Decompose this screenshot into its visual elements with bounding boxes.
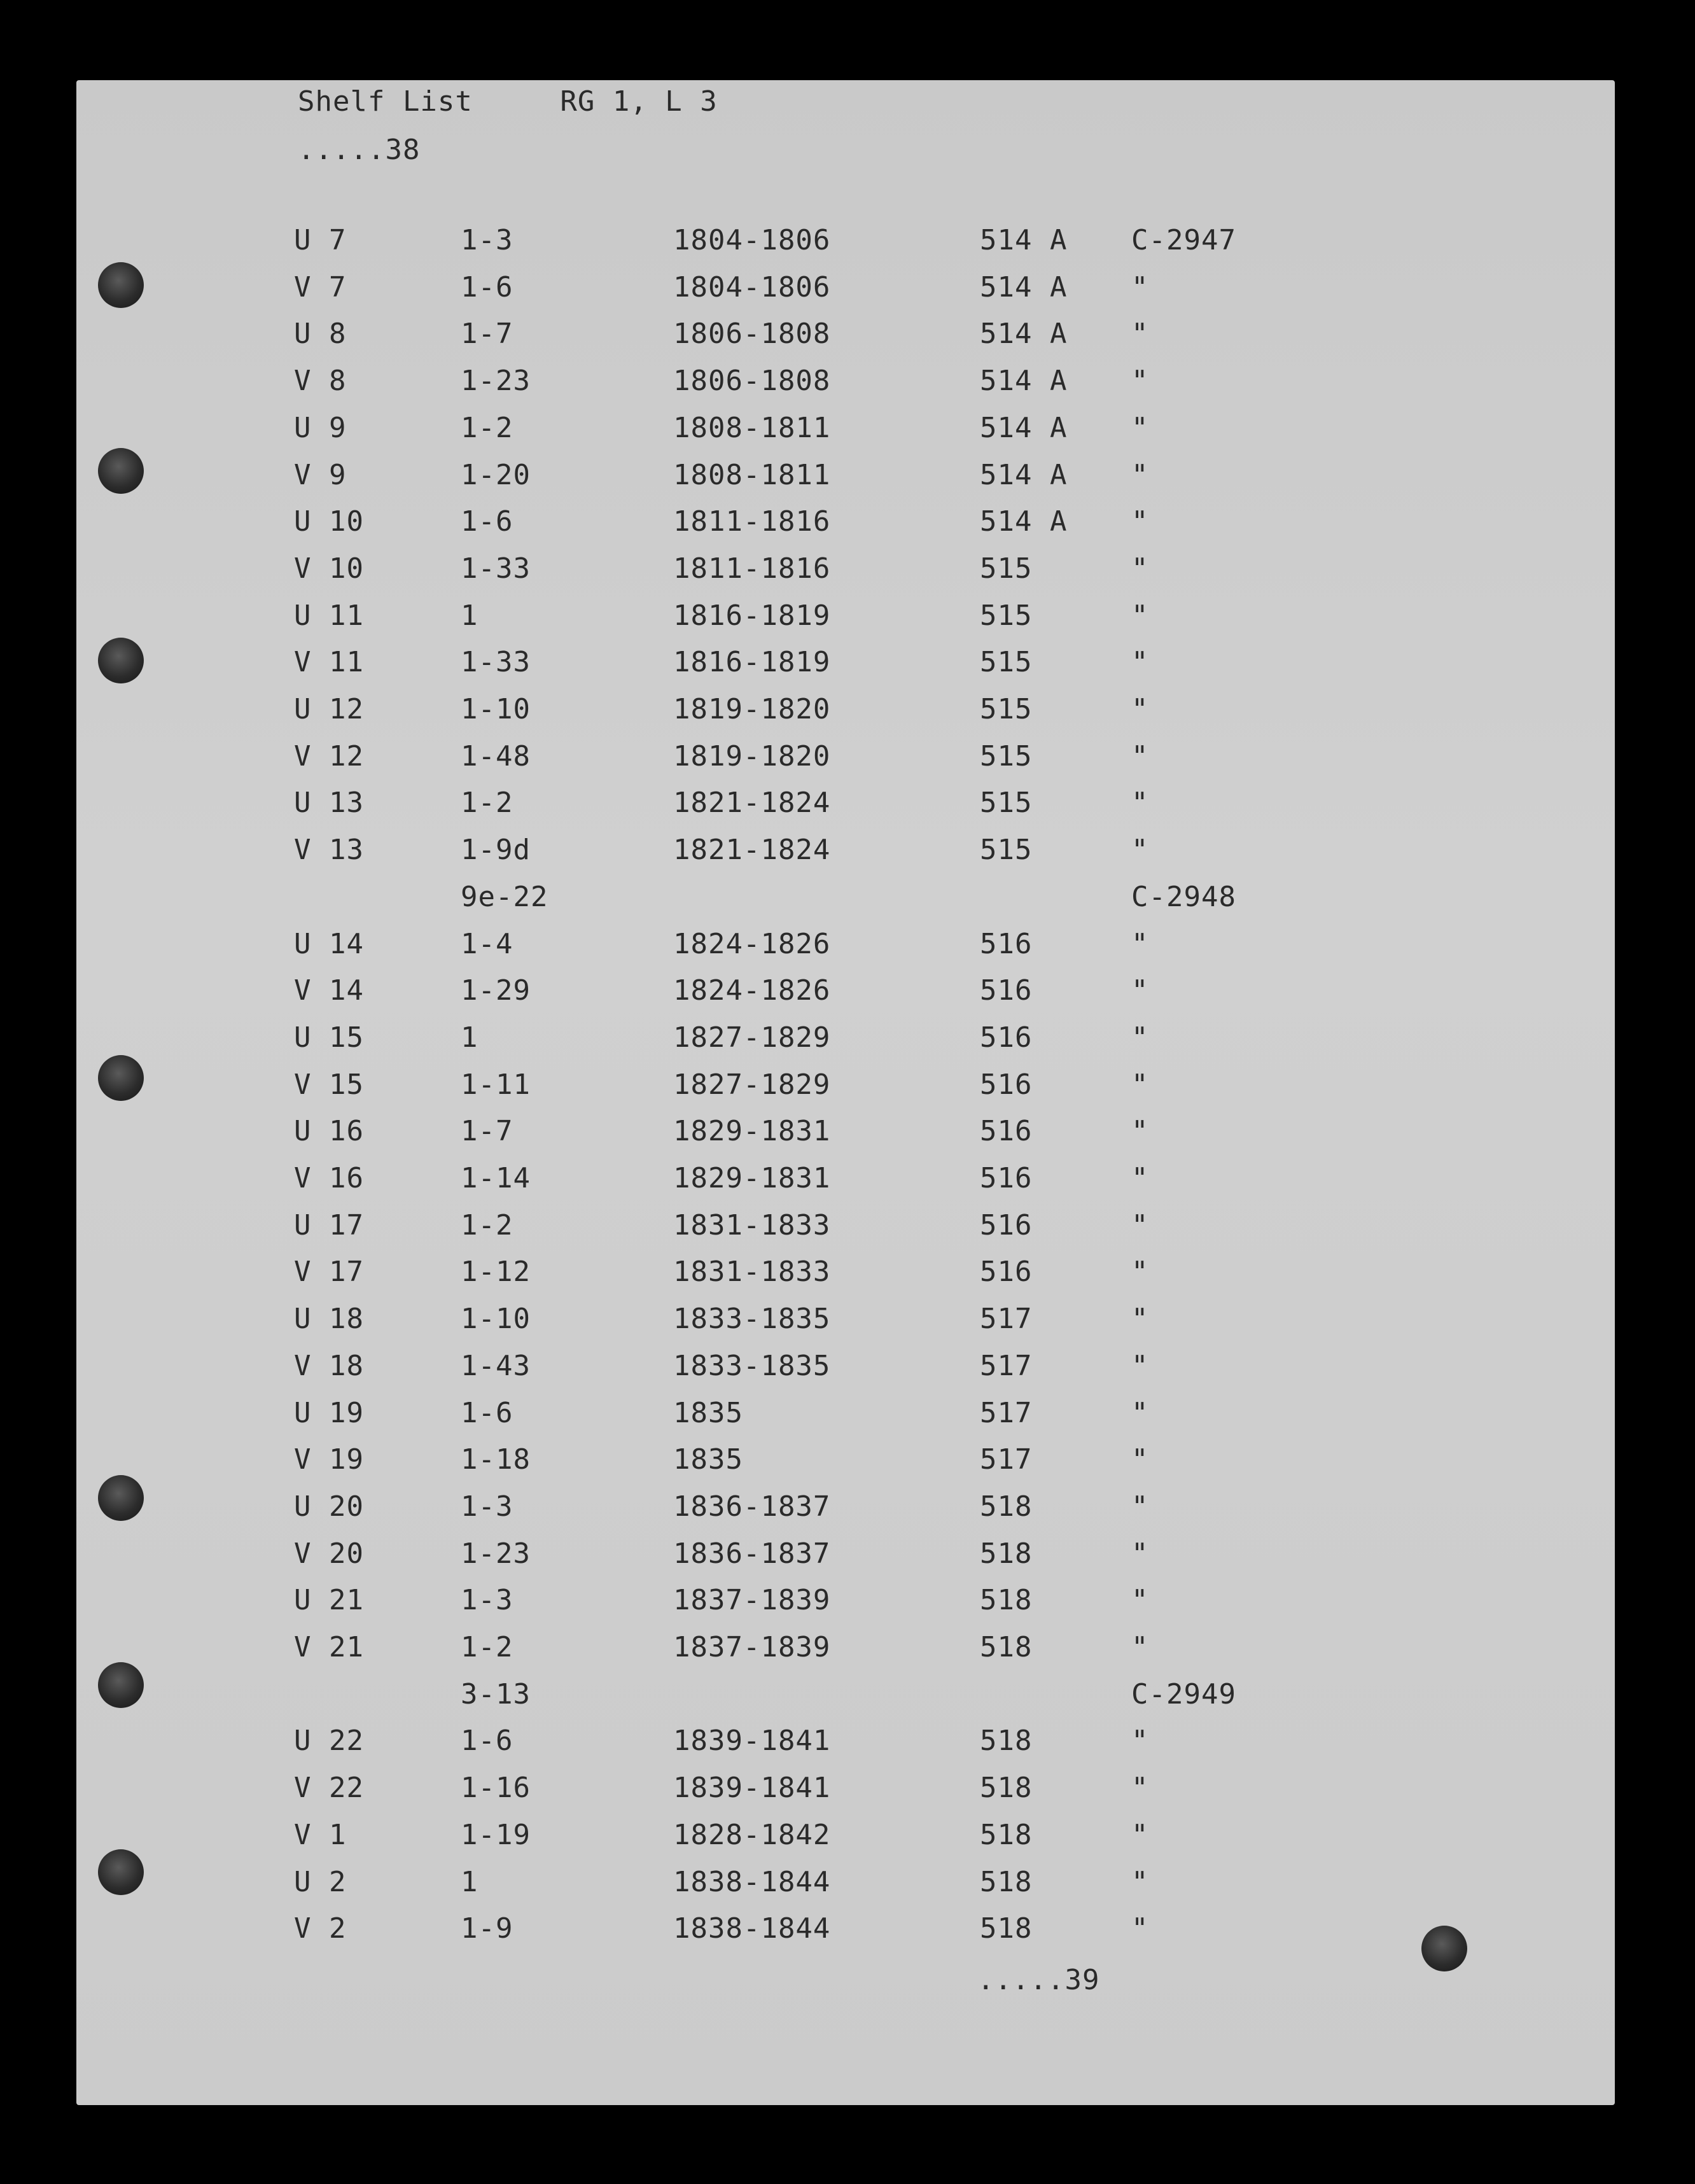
range-cell: 1-6 xyxy=(461,1725,513,1758)
box-cell: 518 xyxy=(980,1772,1033,1805)
volume-cell: V 14 xyxy=(294,974,364,1007)
volume-cell: V 12 xyxy=(294,739,364,773)
volume-cell: U 19 xyxy=(294,1396,364,1429)
range-cell: 1-43 xyxy=(461,1349,531,1382)
code-cell: " xyxy=(1131,599,1149,632)
volume-cell: V 9 xyxy=(294,458,347,491)
code-cell: " xyxy=(1131,1725,1149,1758)
range-cell: 1-6 xyxy=(461,505,513,538)
code-cell: " xyxy=(1131,1256,1149,1289)
years-cell: 1839-1841 xyxy=(673,1772,831,1805)
range-cell: 1-6 xyxy=(461,1396,513,1429)
code-cell: " xyxy=(1131,1443,1149,1476)
range-cell: 1 xyxy=(461,1021,478,1054)
volume-cell: U 20 xyxy=(294,1490,364,1523)
code-cell: " xyxy=(1131,1021,1149,1054)
box-cell: 515 xyxy=(980,693,1033,725)
box-cell: 516 xyxy=(980,1115,1033,1148)
volume-cell: U 13 xyxy=(294,787,364,820)
years-cell: 1808-1811 xyxy=(673,411,831,444)
code-cell: " xyxy=(1131,1912,1149,1945)
range-cell: 1-29 xyxy=(461,974,531,1007)
code-cell: " xyxy=(1131,1068,1149,1101)
volume-cell: U 7 xyxy=(294,224,347,256)
range-cell: 9e-22 xyxy=(461,880,548,913)
years-cell: 1837-1839 xyxy=(673,1584,831,1617)
box-cell: 516 xyxy=(980,1162,1033,1194)
years-cell: 1816-1819 xyxy=(673,599,831,632)
volume-cell: V 22 xyxy=(294,1772,364,1805)
range-cell: 1 xyxy=(461,599,478,632)
years-cell: 1804-1806 xyxy=(673,270,831,304)
volume-cell: V 16 xyxy=(294,1162,364,1194)
range-cell: 1-2 xyxy=(461,411,513,444)
years-cell: 1806-1808 xyxy=(673,365,831,398)
code-cell: " xyxy=(1131,1537,1149,1570)
range-cell: 1-23 xyxy=(461,1537,531,1570)
range-cell: 1-14 xyxy=(461,1162,531,1194)
code-cell: " xyxy=(1131,927,1149,960)
box-cell: 515 xyxy=(980,834,1033,867)
box-cell: 518 xyxy=(980,1725,1033,1758)
volume-cell: V 13 xyxy=(294,834,364,867)
years-cell: 1833-1835 xyxy=(673,1349,831,1382)
box-cell: 514 A xyxy=(980,365,1068,398)
range-cell: 1 xyxy=(461,1865,478,1898)
years-cell: 1811-1816 xyxy=(673,552,831,585)
code-cell: " xyxy=(1131,1818,1149,1851)
code-cell: " xyxy=(1131,552,1149,585)
years-cell: 1838-1844 xyxy=(673,1865,831,1898)
code-cell: " xyxy=(1131,1303,1149,1336)
years-cell: 1829-1831 xyxy=(673,1115,831,1148)
years-cell: 1828-1842 xyxy=(673,1818,831,1851)
code-cell: " xyxy=(1131,787,1149,820)
years-cell: 1836-1837 xyxy=(673,1537,831,1570)
years-cell: 1808-1811 xyxy=(673,458,831,491)
range-cell: 1-48 xyxy=(461,739,531,773)
code-cell: " xyxy=(1131,270,1149,304)
years-cell: 1824-1826 xyxy=(673,974,831,1007)
range-cell: 1-4 xyxy=(461,927,513,960)
box-cell: 518 xyxy=(980,1537,1033,1570)
volume-cell: U 11 xyxy=(294,599,364,632)
years-cell: 1837-1839 xyxy=(673,1631,831,1663)
box-cell: 516 xyxy=(980,927,1033,960)
range-cell: 1-10 xyxy=(461,1303,531,1336)
box-cell: 514 A xyxy=(980,458,1068,491)
range-cell: 1-6 xyxy=(461,270,513,304)
range-cell: 1-20 xyxy=(461,458,531,491)
years-cell: 1838-1844 xyxy=(673,1912,831,1945)
box-cell: 516 xyxy=(980,1256,1033,1289)
years-cell: 1806-1808 xyxy=(673,318,831,351)
code-cell: " xyxy=(1131,1865,1149,1898)
code-cell: " xyxy=(1131,411,1149,444)
range-cell: 3-13 xyxy=(461,1677,531,1711)
years-cell: 1833-1835 xyxy=(673,1303,831,1336)
box-cell: 518 xyxy=(980,1490,1033,1523)
code-cell: " xyxy=(1131,1772,1149,1805)
box-cell: 516 xyxy=(980,1208,1033,1242)
box-cell: 515 xyxy=(980,787,1033,820)
volume-cell: V 18 xyxy=(294,1349,364,1382)
code-cell: " xyxy=(1131,505,1149,538)
range-cell: 1-3 xyxy=(461,1584,513,1617)
volume-cell: U 2 xyxy=(294,1865,347,1898)
years-cell: 1831-1833 xyxy=(673,1256,831,1289)
range-cell: 1-19 xyxy=(461,1818,531,1851)
range-cell: 1-23 xyxy=(461,365,531,398)
years-cell: 1819-1820 xyxy=(673,739,831,773)
range-cell: 1-33 xyxy=(461,646,531,679)
range-cell: 1-12 xyxy=(461,1256,531,1289)
range-cell: 1-33 xyxy=(461,552,531,585)
range-cell: 1-3 xyxy=(461,1490,513,1523)
box-cell: 515 xyxy=(980,646,1033,679)
volume-cell: V 11 xyxy=(294,646,364,679)
box-cell: 516 xyxy=(980,1021,1033,1054)
volume-cell: U 16 xyxy=(294,1115,364,1148)
volume-cell: U 10 xyxy=(294,505,364,538)
range-cell: 1-2 xyxy=(461,787,513,820)
code-cell: " xyxy=(1131,1584,1149,1617)
years-cell: 1821-1824 xyxy=(673,787,831,820)
box-cell: 518 xyxy=(980,1631,1033,1663)
range-cell: 1-2 xyxy=(461,1631,513,1663)
box-cell: 517 xyxy=(980,1443,1033,1476)
range-cell: 1-7 xyxy=(461,1115,513,1148)
volume-cell: U 17 xyxy=(294,1208,364,1242)
box-cell: 518 xyxy=(980,1818,1033,1851)
volume-cell: U 15 xyxy=(294,1021,364,1054)
box-cell: 517 xyxy=(980,1396,1033,1429)
volume-cell: V 20 xyxy=(294,1537,364,1570)
code-cell: " xyxy=(1131,1115,1149,1148)
volume-cell: U 14 xyxy=(294,927,364,960)
box-cell: 514 A xyxy=(980,224,1068,256)
years-cell: 1804-1806 xyxy=(673,224,831,256)
code-cell: " xyxy=(1131,693,1149,725)
years-cell: 1835 xyxy=(673,1396,743,1429)
code-cell: " xyxy=(1131,1162,1149,1194)
box-cell: 514 A xyxy=(980,270,1068,304)
range-cell: 1-3 xyxy=(461,224,513,256)
code-cell: " xyxy=(1131,834,1149,867)
code-cell: " xyxy=(1131,318,1149,351)
years-cell: 1831-1833 xyxy=(673,1208,831,1242)
years-cell: 1839-1841 xyxy=(673,1725,831,1758)
years-cell: 1824-1826 xyxy=(673,927,831,960)
box-cell: 516 xyxy=(980,974,1033,1007)
volume-cell: V 10 xyxy=(294,552,364,585)
box-cell: 517 xyxy=(980,1349,1033,1382)
volume-cell: U 22 xyxy=(294,1725,364,1758)
box-cell: 514 A xyxy=(980,318,1068,351)
years-cell: 1819-1820 xyxy=(673,693,831,725)
years-cell: 1821-1824 xyxy=(673,834,831,867)
code-cell: " xyxy=(1131,974,1149,1007)
range-cell: 1-18 xyxy=(461,1443,531,1476)
code-cell: C-2949 xyxy=(1131,1677,1236,1711)
volume-cell: V 7 xyxy=(294,270,347,304)
years-cell: 1835 xyxy=(673,1443,743,1476)
box-cell: 515 xyxy=(980,599,1033,632)
years-cell: 1827-1829 xyxy=(673,1021,831,1054)
volume-cell: V 8 xyxy=(294,365,347,398)
box-cell: 515 xyxy=(980,552,1033,585)
box-cell: 518 xyxy=(980,1865,1033,1898)
header-record-group: RG 1, L 3 xyxy=(560,85,718,118)
box-cell: 518 xyxy=(980,1912,1033,1945)
code-cell: C-2948 xyxy=(1131,880,1236,913)
code-cell: " xyxy=(1131,1631,1149,1663)
code-cell: " xyxy=(1131,1490,1149,1523)
box-cell: 514 A xyxy=(980,411,1068,444)
code-cell: " xyxy=(1131,1208,1149,1242)
volume-cell: U 21 xyxy=(294,1584,364,1617)
code-cell: " xyxy=(1131,739,1149,773)
volume-cell: V 2 xyxy=(294,1912,347,1945)
range-cell: 1-7 xyxy=(461,318,513,351)
volume-cell: V 15 xyxy=(294,1068,364,1101)
years-cell: 1827-1829 xyxy=(673,1068,831,1101)
volume-cell: V 21 xyxy=(294,1631,364,1663)
years-cell: 1811-1816 xyxy=(673,505,831,538)
box-cell: 518 xyxy=(980,1584,1033,1617)
volume-cell: V 1 xyxy=(294,1818,347,1851)
box-cell: 514 A xyxy=(980,505,1068,538)
years-cell: 1816-1819 xyxy=(673,646,831,679)
code-cell: C-2947 xyxy=(1131,224,1236,256)
code-cell: " xyxy=(1131,1396,1149,1429)
code-cell: " xyxy=(1131,1349,1149,1382)
next-page-reference: .....39 xyxy=(977,1964,1100,1996)
volume-cell: U 12 xyxy=(294,693,364,725)
box-cell: 515 xyxy=(980,739,1033,773)
range-cell: 1-9 xyxy=(461,1912,513,1945)
volume-cell: V 19 xyxy=(294,1443,364,1476)
years-cell: 1829-1831 xyxy=(673,1162,831,1194)
range-cell: 1-10 xyxy=(461,693,531,725)
previous-page-reference: .....38 xyxy=(298,134,421,166)
volume-cell: U 18 xyxy=(294,1303,364,1336)
header-title: Shelf List xyxy=(298,85,473,118)
volume-cell: V 17 xyxy=(294,1256,364,1289)
box-cell: 517 xyxy=(980,1303,1033,1336)
range-cell: 1-2 xyxy=(461,1208,513,1242)
code-cell: " xyxy=(1131,458,1149,491)
volume-cell: U 9 xyxy=(294,411,347,444)
box-cell: 516 xyxy=(980,1068,1033,1101)
document-header xyxy=(298,85,718,118)
volume-cell: U 8 xyxy=(294,318,347,351)
years-cell: 1836-1837 xyxy=(673,1490,831,1523)
range-cell: 1-9d xyxy=(461,834,531,867)
range-cell: 1-16 xyxy=(461,1772,531,1805)
code-cell: " xyxy=(1131,365,1149,398)
code-cell: " xyxy=(1131,646,1149,679)
range-cell: 1-11 xyxy=(461,1068,531,1101)
